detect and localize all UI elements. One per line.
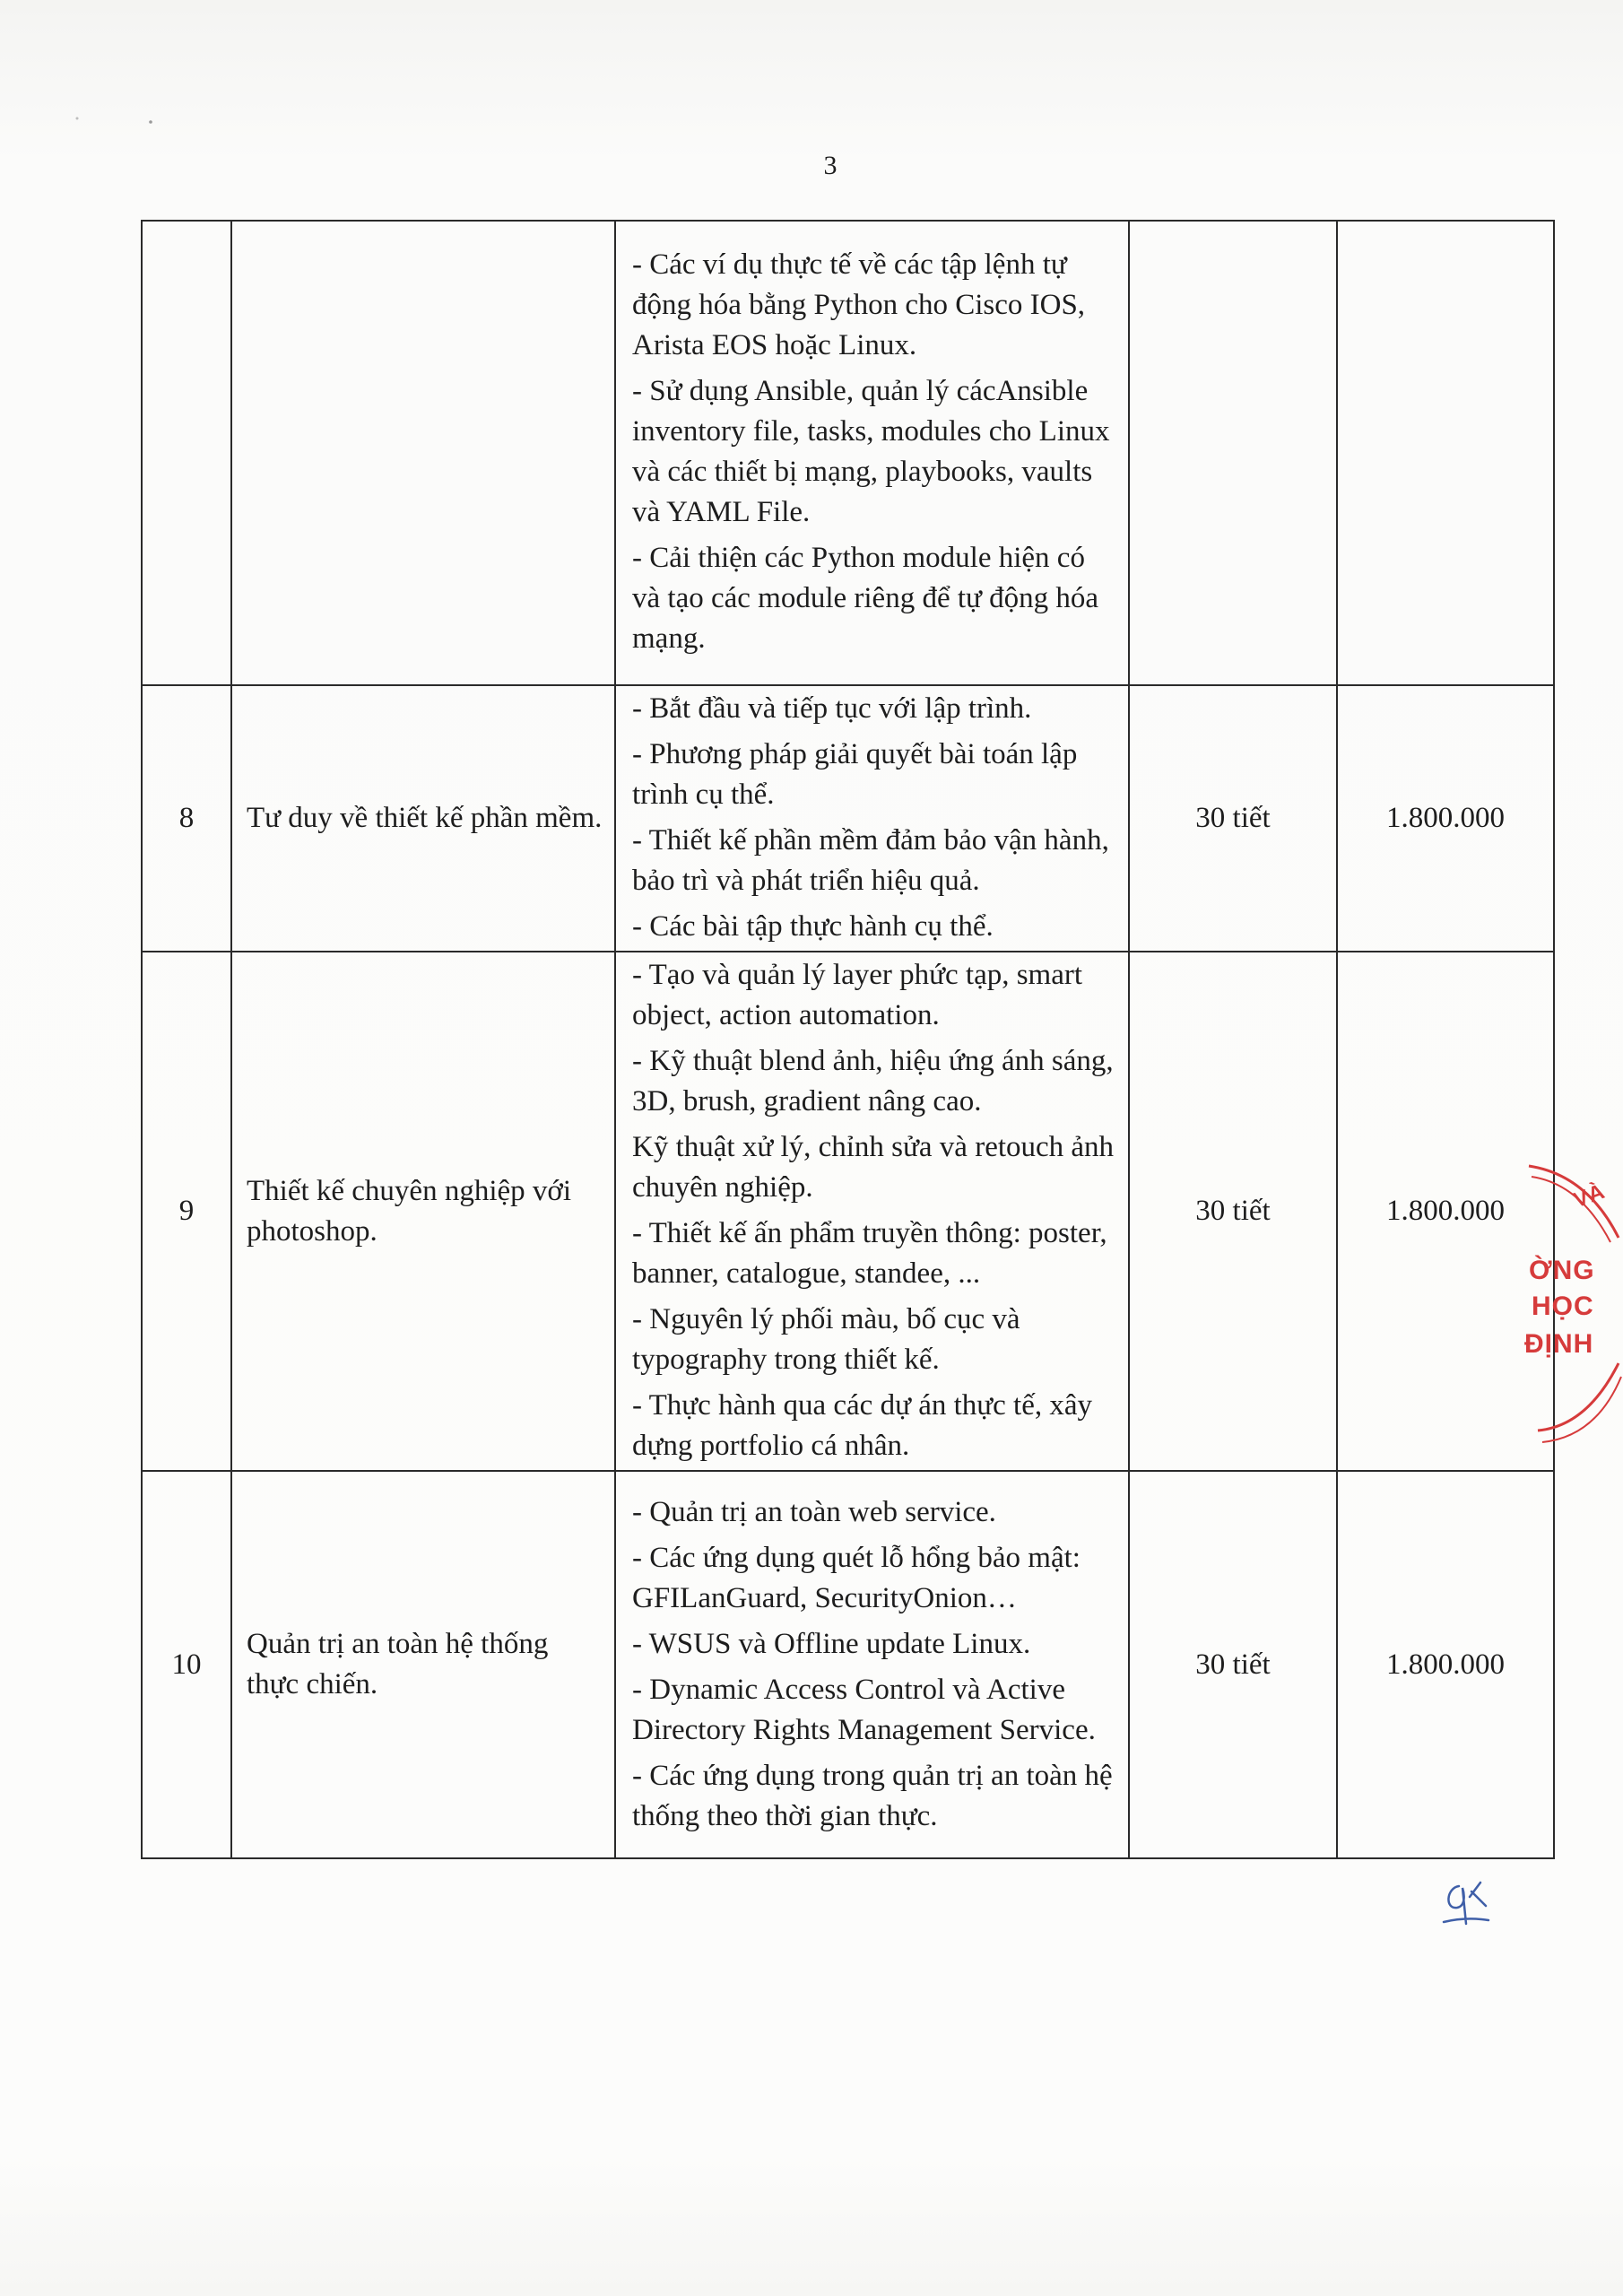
stamp-text: ĐỊNH <box>1524 1329 1594 1359</box>
content-line: - Thực hành qua các dự án thực tế, xây dựng portfolio cá nhân. <box>632 1389 1093 1462</box>
course-name-cell: Tư duy về thiết kế phần mềm. <box>231 685 615 952</box>
table-row <box>142 952 1554 1471</box>
stamp-text: VÀ <box>1570 1178 1609 1213</box>
content-line: - Thiết kế ấn phẩm truyền thông: poster, banner, catalogue, standee, ... <box>632 1217 1107 1290</box>
fee-cell: 1.800.000 <box>1337 685 1554 952</box>
hours-cell: 30 tiết <box>1129 952 1337 1471</box>
content-line: - WSUS và Offline update Linux. <box>632 1627 1031 1660</box>
content-line: - Cải thiện các Python module hiện có và tạo các module riêng để tự động hóa mạng. <box>632 541 1099 655</box>
content-line: - Sử dụng Ansible, quản lý cácAnsible inventory file, tasks, modules cho Linux và các thiết bị mạng, playbooks, vaults và YAML File. <box>632 374 1110 528</box>
content-line: - Các bài tập thực hành cụ thể. <box>632 910 994 943</box>
fee-cell: 1.800.000 <box>1337 952 1554 1471</box>
row-number-cell: 10 <box>142 1471 231 1858</box>
course-content-cell <box>615 685 1129 952</box>
table-row <box>142 1471 1554 1858</box>
content-line: - Kỹ thuật blend ảnh, hiệu ứng ánh sáng, 3D, brush, gradient nâng cao. <box>632 1045 1114 1118</box>
course-table <box>141 220 1555 1859</box>
course-content-cell <box>615 952 1129 1471</box>
table-row <box>142 221 1554 685</box>
row-number-cell: 8 <box>142 685 231 952</box>
course-content-cell <box>615 221 1129 685</box>
content-line: - Bắt đầu và tiếp tục với lập trình. <box>632 692 1032 725</box>
content-line: Kỹ thuật xử lý, chỉnh sửa và retouch ảnh chuyên nghiệp. <box>632 1131 1115 1204</box>
hours-cell <box>1129 221 1337 685</box>
page-number: 3 <box>823 151 838 180</box>
content-line: - Nguyên lý phối màu, bố cục và typography trong thiết kế. <box>632 1303 1020 1376</box>
course-name-cell <box>231 221 615 685</box>
row-number-cell: 9 <box>142 952 231 1471</box>
content-line: - Phương pháp giải quyết bài toán lập trình cụ thể. <box>632 738 1078 811</box>
stamp-text: ỜNG <box>1529 1256 1595 1285</box>
content-line: - Các ứng dụng trong quản trị an toàn hệ thống theo thời gian thực. <box>632 1759 1113 1832</box>
stamp-text: HỌC <box>1532 1292 1594 1321</box>
content-line: - Các ứng dụng quét lỗ hổng bảo mật: GFILanGuard, SecurityOnion… <box>632 1541 1081 1614</box>
course-content-cell <box>615 1471 1129 1858</box>
hours-cell: 30 tiết <box>1129 1471 1337 1858</box>
content-line: - Quản trị an toàn web service. <box>632 1495 996 1528</box>
course-name-cell: Quản trị an toàn hệ thống thực chiến. <box>231 1471 615 1858</box>
fee-cell <box>1337 221 1554 685</box>
table-row <box>142 685 1554 952</box>
content-line: - Tạo và quản lý layer phức tạp, smart object, action automation. <box>632 959 1083 1031</box>
row-number-cell <box>142 221 231 685</box>
course-name-cell: Thiết kế chuyên nghiệp với photoshop. <box>231 952 615 1471</box>
fee-cell: 1.800.000 <box>1337 1471 1554 1858</box>
red-seal-stamp <box>1524 1157 1623 1462</box>
content-line: - Thiết kế phần mềm đảm bảo vận hành, bảo trì và phát triển hiệu quả. <box>632 824 1109 897</box>
content-line: - Dynamic Access Control và Active Directory Rights Management Service. <box>632 1673 1096 1746</box>
content-line: - Các ví dụ thực tế về các tập lệnh tự động hóa bằng Python cho Cisco IOS, Arista EOS hoặc Linux. <box>632 248 1086 361</box>
hours-cell: 30 tiết <box>1129 685 1337 952</box>
scan-specks <box>72 108 179 135</box>
signature-initials <box>1439 1870 1493 1933</box>
